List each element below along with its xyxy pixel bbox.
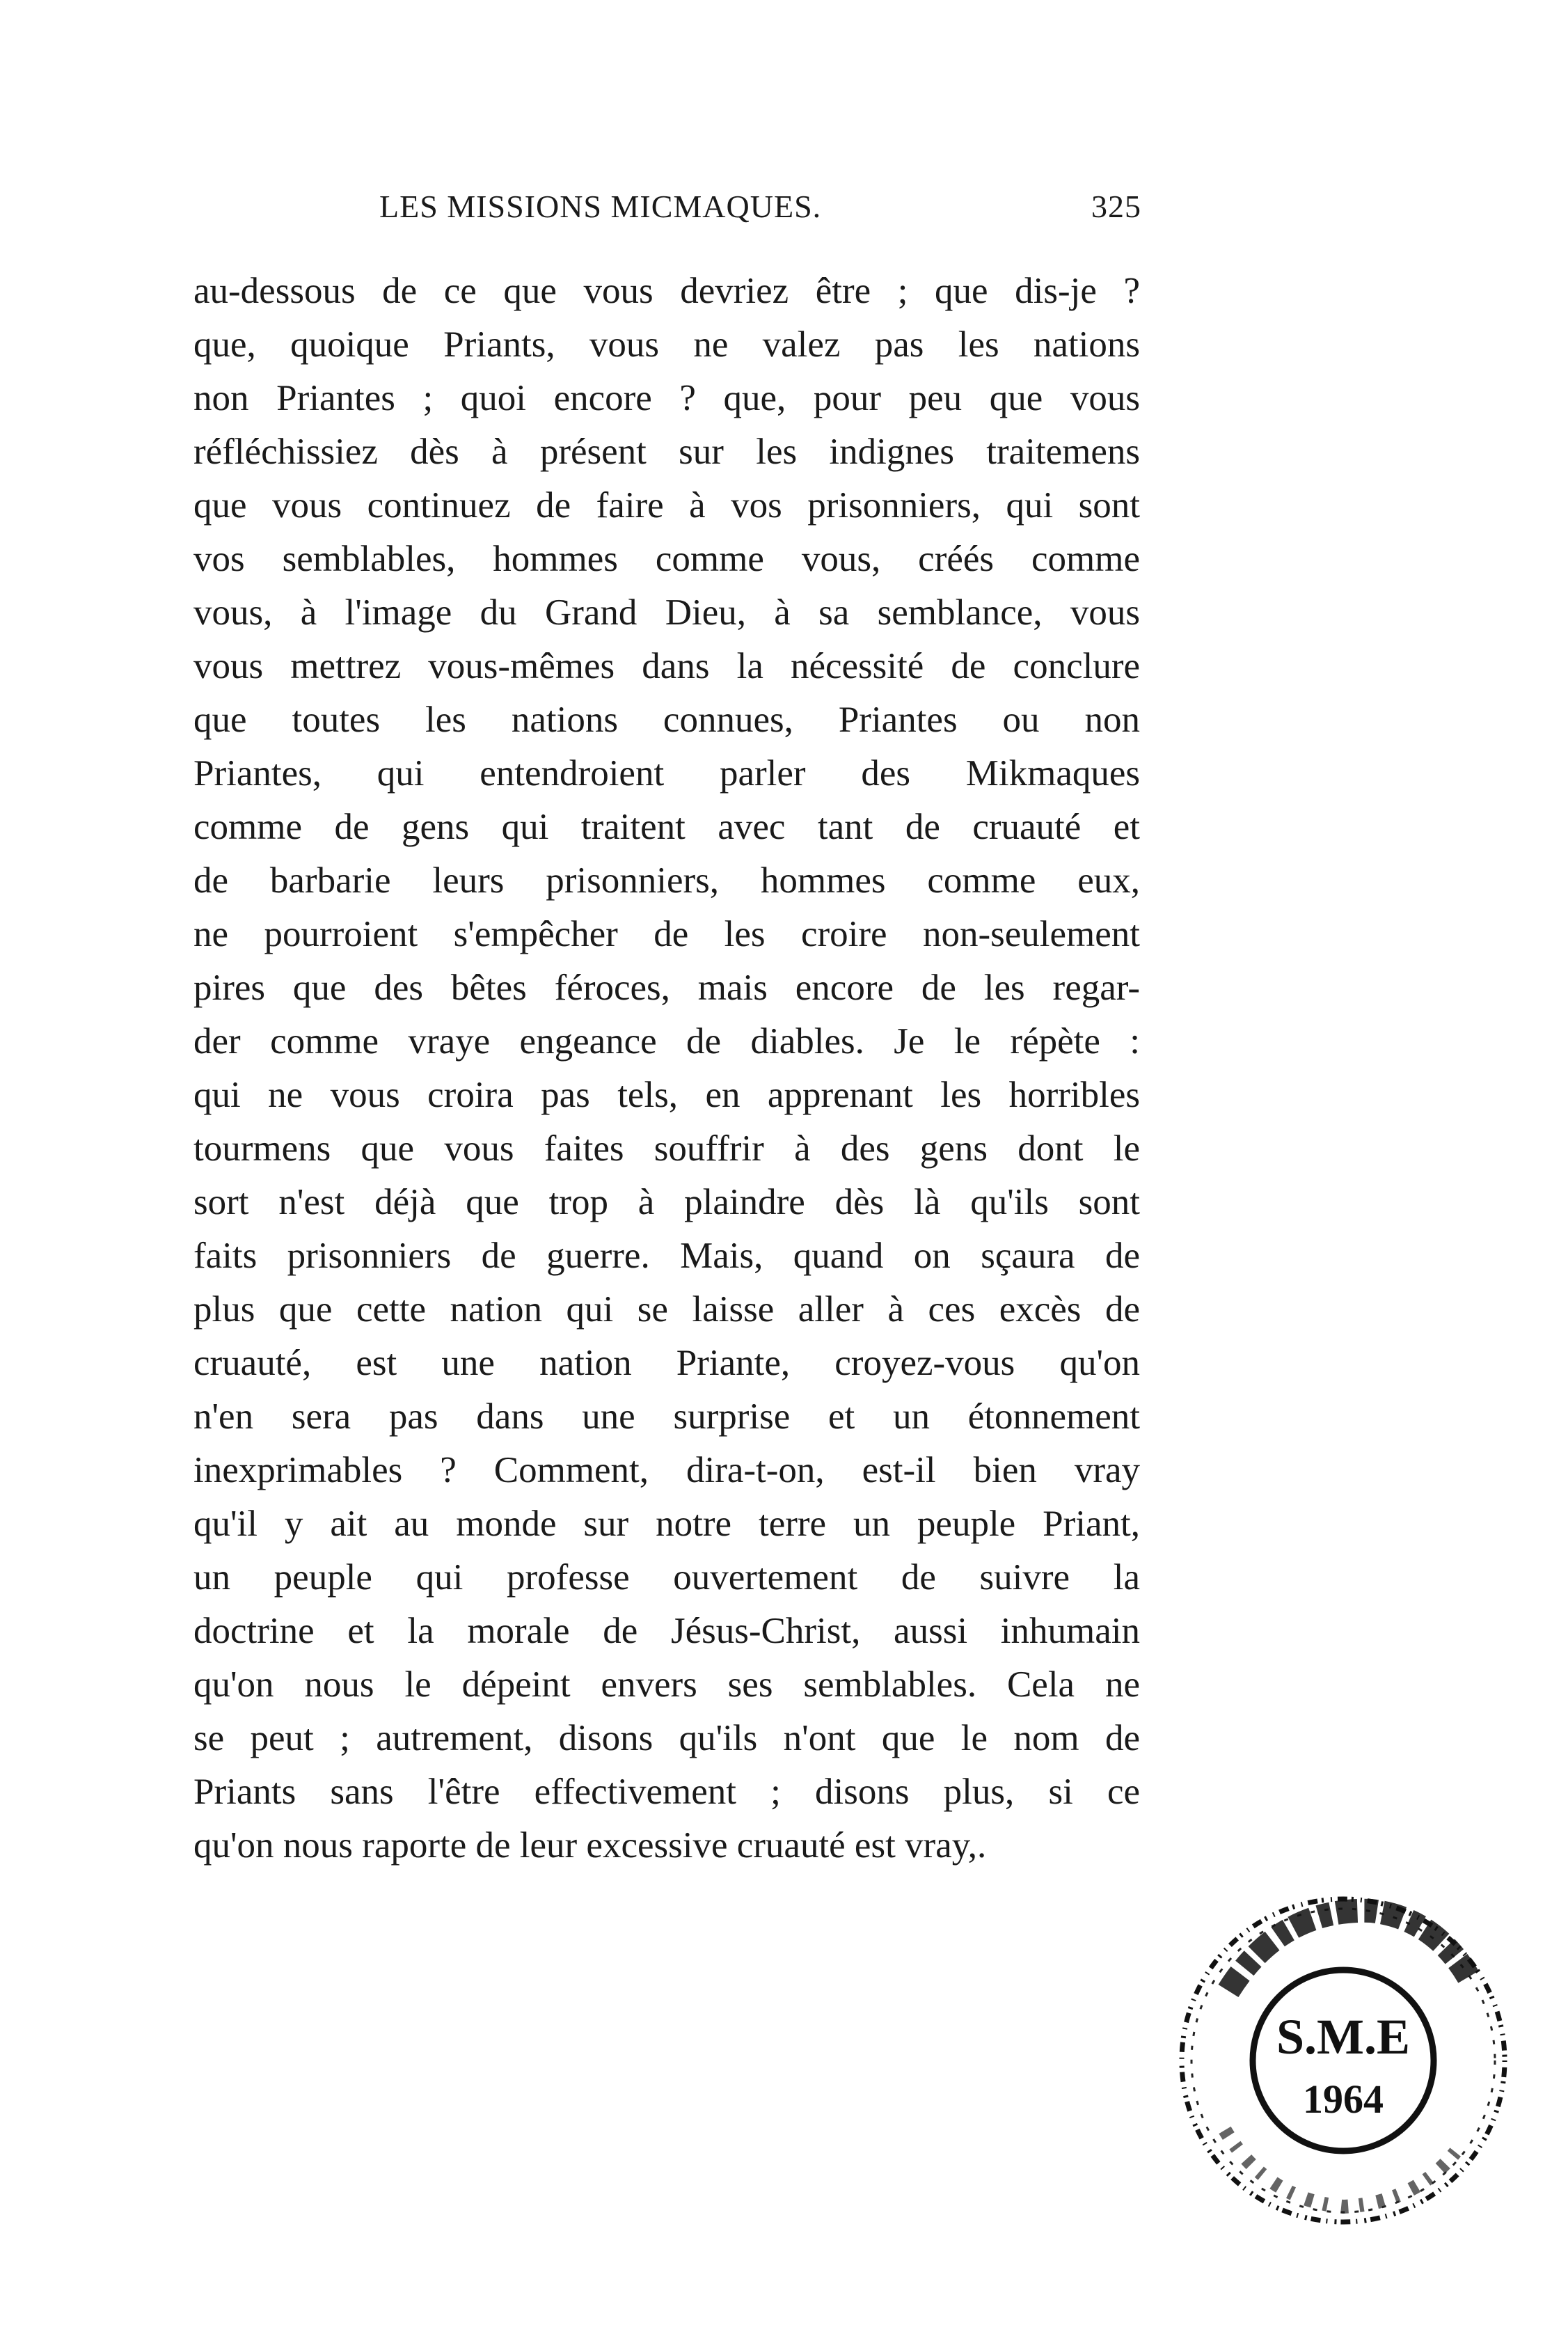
- text-line: qu'il y ait au monde sur notre terre un peuple Priant,: [193, 1504, 1140, 1544]
- text-line: qu'on nous raporte de leur excessive cruauté est vray,.: [193, 1825, 987, 1866]
- text-line: que, quoique Priants, vous ne valez pas les nations: [193, 324, 1140, 365]
- body-text: [193, 265, 1140, 1873]
- text-line: ne pourroient s'empêcher de les croire non-seulement: [193, 914, 1140, 954]
- stamp-text-bottom: 1964: [1303, 2076, 1384, 2122]
- text-line: qu'on nous le dépeint envers ses semblables. Cela ne: [193, 1664, 1140, 1705]
- text-line: pires que des bêtes féroces, mais encore de les regar-: [193, 968, 1140, 1008]
- text-line: qui ne vous croira pas tels, en apprenant les horribles: [193, 1075, 1140, 1115]
- text-line: un peuple qui professe ouvertement de suivre la: [193, 1557, 1140, 1598]
- text-line: vos semblables, hommes comme vous, créés comme: [193, 539, 1140, 579]
- text-line: que toutes les nations connues, Priantes ou non: [193, 700, 1140, 740]
- text-line: plus que cette nation qui se laisse aller à ces excès de: [193, 1289, 1140, 1330]
- text-line: sort n'est déjà que trop à plaindre dès là qu'ils sont: [193, 1182, 1140, 1222]
- text-line: réfléchissiez dès à présent sur les indignes traitemens: [193, 432, 1140, 472]
- text-line: non Priantes ; quoi encore ? que, pour peu que vous: [193, 378, 1140, 418]
- text-line: Priantes, qui entendroient parler des Mikmaques: [193, 753, 1140, 794]
- stamp-top-band: [1228, 1911, 1468, 1991]
- library-stamp: [1162, 1879, 1524, 2241]
- text-line: vous mettrez vous-mêmes dans la nécessité de conclure: [193, 646, 1140, 686]
- text-line: Priants sans l'être effectivement ; disons plus, si ce: [193, 1772, 1140, 1812]
- text-line: der comme vraye engeance de diables. Je le répète :: [193, 1021, 1140, 1062]
- text-line: n'en sera pas dans une surprise et un étonnement: [193, 1396, 1140, 1437]
- text-line: que vous continuez de faire à vos prisonniers, qui sont: [193, 485, 1140, 526]
- text-line: doctrine et la morale de Jésus-Christ, aussi inhumain: [193, 1611, 1140, 1651]
- text-line: comme de gens qui traitent avec tant de cruauté et: [193, 807, 1140, 847]
- text-line: vous, à l'image du Grand Dieu, à sa semblance, vous: [193, 592, 1140, 633]
- text-line: inexprimables ? Comment, dira-t-on, est-il bien vray: [193, 1450, 1140, 1490]
- text-line: au-dessous de ce que vous devriez être ; que dis-je ?: [193, 271, 1140, 311]
- stamp-text-top: S.M.E: [1276, 2009, 1411, 2065]
- stamp-bottom-band: [1225, 2130, 1462, 2207]
- text-line: de barbarie leurs prisonniers, hommes comme eux,: [193, 860, 1140, 901]
- text-line: cruauté, est une nation Priante, croyez-vous qu'on: [193, 1343, 1140, 1383]
- running-title: LES MISSIONS MICMAQUES.: [379, 189, 822, 224]
- page-number: 325: [1091, 189, 1141, 224]
- text-line: faits prisonniers de guerre. Mais, quand on sçaura de: [193, 1236, 1140, 1276]
- text-line: se peut ; autrement, disons qu'ils n'ont que le nom de: [193, 1718, 1140, 1758]
- running-head: [369, 188, 1141, 237]
- text-line: tourmens que vous faites souffrir à des gens dont le: [193, 1128, 1140, 1169]
